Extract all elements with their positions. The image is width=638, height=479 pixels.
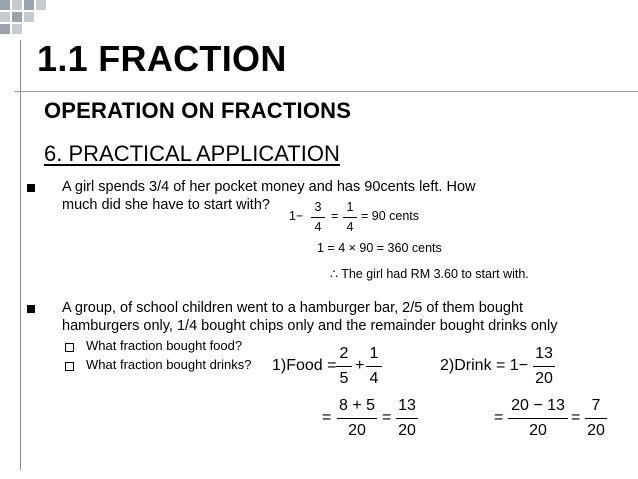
drink2-equals: =	[494, 409, 504, 426]
food-fraction-1: 2 5	[336, 346, 352, 387]
drink2-fraction-1: 20 − 13 20	[508, 398, 568, 439]
bullet-icon	[27, 305, 35, 313]
problem2-line2: hamburgers only, 1/4 bought chips only and the remainder bought drinks only	[62, 318, 558, 334]
bullet-icon	[27, 184, 35, 192]
drink2-fraction-2: 7 20	[585, 398, 607, 439]
sub-bullet-icon	[65, 362, 74, 371]
eq1-equals: =	[331, 209, 339, 223]
section-heading: 6. PRACTICAL APPLICATION	[44, 141, 340, 166]
eq1-fraction-2: 1 4	[343, 201, 357, 233]
problem2-line1: A group, of school children went to a hamburger bar, 2/5 of them bought	[62, 300, 524, 316]
conclusion: ∴ The girl had RM 3.60 to start with.	[330, 267, 529, 281]
food-lead: 1)Food =	[272, 357, 337, 374]
eq2: 1 = 4 × 90 = 360 cents	[317, 241, 442, 255]
food-plus: +	[355, 357, 365, 374]
eq1-fraction-1: 3 4	[311, 201, 325, 233]
title-rule	[14, 91, 638, 92]
food2-fraction-1: 8 + 5 20	[338, 397, 376, 439]
question-drinks: What fraction bought drinks?	[86, 357, 252, 372]
question-food: What fraction bought food?	[86, 338, 243, 353]
food2-equals-2: =	[382, 409, 392, 426]
problem1-line2: much did she have to start with?	[62, 197, 270, 213]
food2-fraction-2: 13 20	[396, 398, 418, 439]
drink2-equals-2: =	[571, 409, 581, 426]
slide-title: 1.1 FRACTION	[37, 38, 287, 79]
drink-lead: 2)Drink = 1−	[440, 357, 529, 374]
eq1-lead: 1−	[289, 209, 304, 223]
problem1-line1: A girl spends 3/4 of her pocket money and has 90cents left. How	[62, 179, 476, 195]
sub-bullet-icon	[65, 343, 74, 352]
drink-fraction-1: 13 20	[533, 346, 555, 387]
food-fraction-2: 1 4	[366, 346, 382, 387]
eq1-tail: = 90 cents	[361, 209, 420, 223]
left-rule	[20, 40, 21, 470]
food2-equals: =	[322, 409, 332, 426]
slide-subtitle: OPERATION ON FRACTIONS	[44, 98, 352, 123]
